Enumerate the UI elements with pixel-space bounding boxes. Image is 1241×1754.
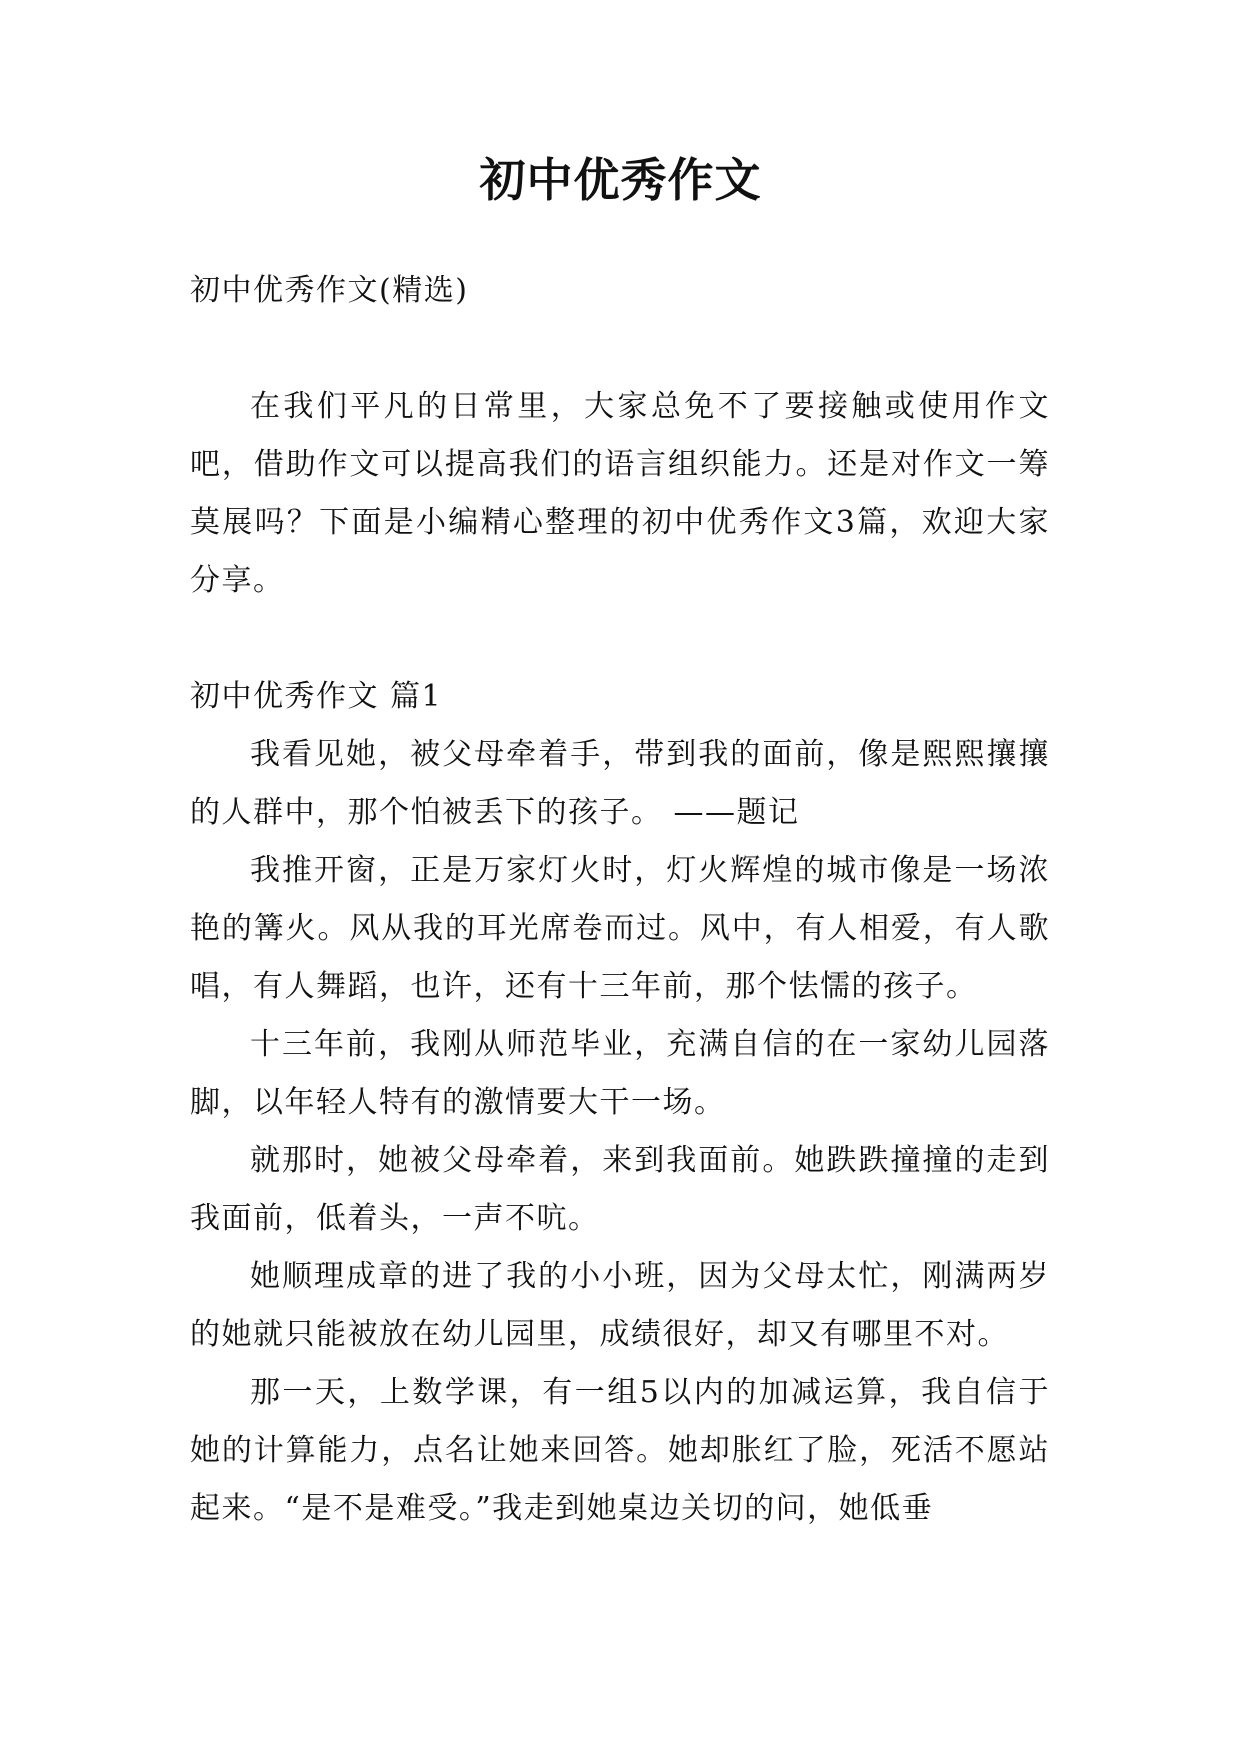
document-subtitle: 初中优秀作文(精选) bbox=[190, 273, 469, 308]
section-heading: 初中优秀作文 篇1 bbox=[190, 679, 443, 714]
body-paragraph: 就那时，她被父母牵着，来到我面前。她跌跌撞撞的走到我面前，低着头，一声不吭。 bbox=[190, 1143, 1050, 1236]
body-paragraph: 我推开窗，正是万家灯火时，灯火辉煌的城市像是一场浓艳的篝火。风从我的耳光席卷而过。风中，有人相爱，有人歌唱，有人舞蹈，也许，还有十三年前，那个怯懦的孩子。 bbox=[190, 853, 1050, 1004]
body-paragraph: 我看见她，被父母牵着手，带到我的面前，像是熙熙攘攘的人群中，那个怕被丢下的孩子。 ——题记 bbox=[190, 737, 1050, 830]
document-body bbox=[190, 262, 1050, 1538]
body-paragraph: 那一天，上数学课，有一组5以内的加减运算，我自信于她的计算能力，点名让她来回答。她却胀红了脸，死活不愿站起来。“是不是难受。”我走到她桌边关切的问，她低垂 bbox=[190, 1375, 1050, 1526]
intro-paragraph: 在我们平凡的日常里，大家总免不了要接触或使用作文吧，借助作文可以提高我们的语言组织能力。还是对作文一筹莫展吗？下面是小编精心整理的初中优秀作文3篇，欢迎大家分享。 bbox=[190, 389, 1050, 598]
document-title: 初中优秀作文 bbox=[479, 153, 762, 207]
body-paragraph: 十三年前，我刚从师范毕业，充满自信的在一家幼儿园落脚，以年轻人特有的激情要大干一场。 bbox=[190, 1027, 1050, 1120]
body-paragraph: 她顺理成章的进了我的小小班，因为父母太忙，刚满两岁的她就只能被放在幼儿园里，成绩很好，却又有哪里不对。 bbox=[190, 1259, 1050, 1352]
